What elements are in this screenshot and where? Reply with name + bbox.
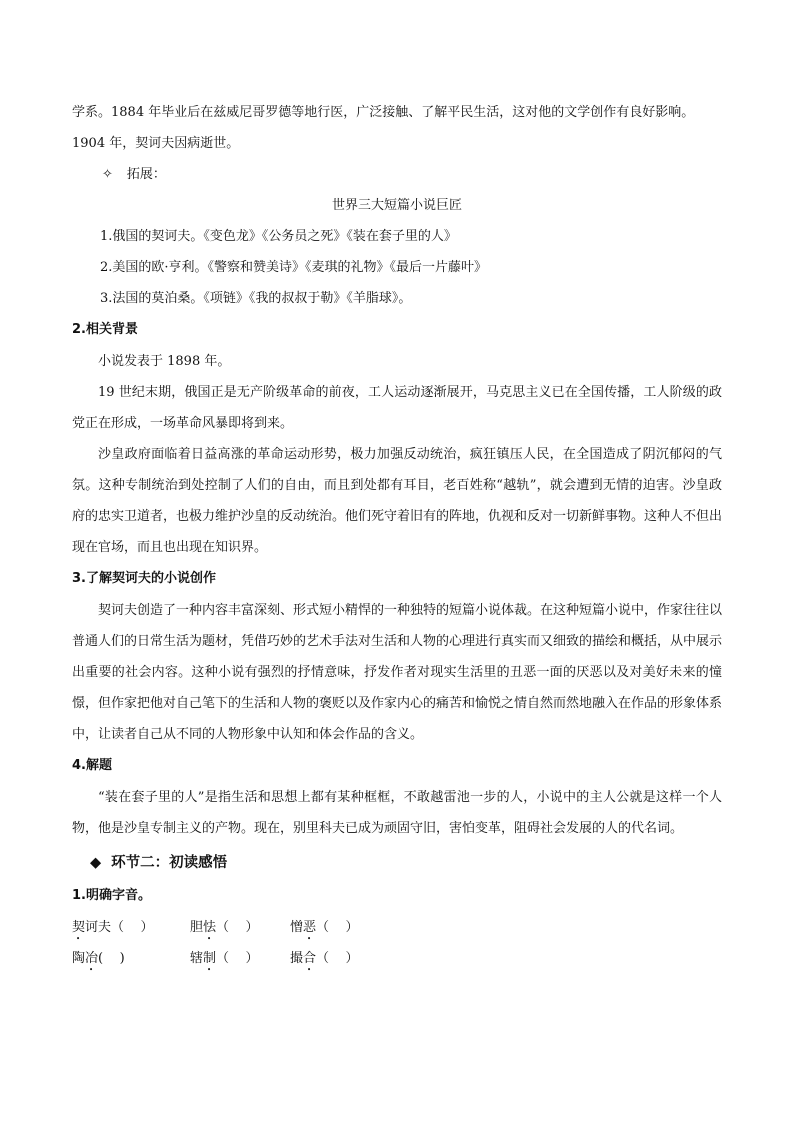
step-two-heading	[72, 846, 722, 880]
pinyin-row-2	[72, 943, 722, 974]
extension-item-2: 2.美国的欧·亨利。《警察和赞美诗》《麦琪的礼物》《最后一片藤叶》	[100, 260, 488, 275]
pinyin-item-danqie[interactable]: 胆怯（ ）	[190, 920, 259, 935]
intro-line-2: 1904 年，契诃夫因病逝世。	[72, 136, 240, 151]
creation-paragraph-1: 契诃夫创造了一种内容丰富深刻、形式短小精悍的一种独特的短篇小说体裁。在这种短篇小说中，作家往往以普通人们的日常生活为题材，凭借巧妙的艺术手法对生活和人物的心理进行真实而又细致的描绘和概括，从中展示出重要的社会内容。这种小说有强烈的抒情意味，抒发作者对现实生活里的丑恶一面的厌恶以及对美好未来的憧憬，但作家把他对自己笔下的生活和人物的褒贬以及作家内心的痛苦和愉悦之情自然而然地融入在作品的形象体系中，让读者自己从不同的人物形象中认知和体会作品的含义。	[72, 603, 723, 742]
background-paragraph-3: 沙皇政府面临着日益高涨的革命运动形势，极力加强反动统治，疯狂镇压人民，在全国造成了阴沉郁闷的气氛。这种专制统治到处控制了人们的自由，而且到处都有耳目，老百姓称“越轨”，就会遭到无情的迫害。沙皇政府的忠实卫道者，也极力维护沙皇的反动统治。他们死守着旧有的阵地，仇视和反对一切新鲜事物。这种人不但出现在官场，而且也出现在知识界。	[72, 447, 723, 555]
title-explanation-paragraph: “装在套子里的人”是指生活和思想上都有某种框框，不敢越雷池一步的人，小说中的主人公就是这样一个人物，他是沙皇专制主义的产物。现在，别里科夫已成为顽固守旧，害怕变革，阻碍社会发展的人的代名词。	[72, 790, 722, 836]
pinyin-item-cuohe[interactable]: 撮合（ ）	[290, 951, 359, 966]
pinyin-item-qihefu[interactable]: 契诃夫（ ）	[72, 920, 154, 935]
pinyin-item-taoye[interactable]: 陶冶( )	[72, 951, 125, 966]
sparkle-icon: ✧	[102, 167, 113, 182]
pinyin-item-zengwu[interactable]: 憎恶（ ）	[290, 920, 359, 935]
extension-item-3: 3.法国的莫泊桑。《项链》《我的叔叔于勒》《羊脂球》。	[100, 291, 412, 306]
diamond-icon: ◆	[90, 855, 102, 871]
background-paragraph-2: 19 世纪末期，俄国正是无产阶级革命的前夜，工人运动逐渐展开，马克思主义已在全国传播，工人阶级的政党正在形成，一场革命风暴即将到来。	[72, 385, 722, 431]
extension-title	[72, 159, 722, 190]
background-paragraph-1: 小说发表于 1898 年。	[98, 354, 231, 369]
pinyin-row-1	[72, 912, 722, 943]
section-heading-title-explanation: 4.解题	[72, 758, 112, 773]
document-content	[72, 97, 722, 974]
step-two-title: 环节二：初读感悟	[111, 855, 228, 871]
extension-item-1: 1.俄国的契诃夫。《变色龙》《公务员之死》《装在套子里的人》	[100, 229, 457, 244]
extension-label: 拓展：	[126, 167, 166, 182]
section-heading-creation: 3.了解契诃夫的小说创作	[72, 571, 216, 586]
pinyin-heading: 1.明确字音。	[72, 888, 151, 903]
section-heading-background: 2.相关背景	[72, 322, 138, 337]
extension-subtitle: 世界三大短篇小说巨匠	[331, 198, 462, 213]
pinyin-item-xiazhi[interactable]: 辖制（ ）	[190, 951, 259, 966]
intro-line-1: 学系。1884 年毕业后在兹威尼哥罗德等地行医，广泛接触、了解平民生活，这对他的文学创作有良好影响。	[72, 105, 695, 120]
